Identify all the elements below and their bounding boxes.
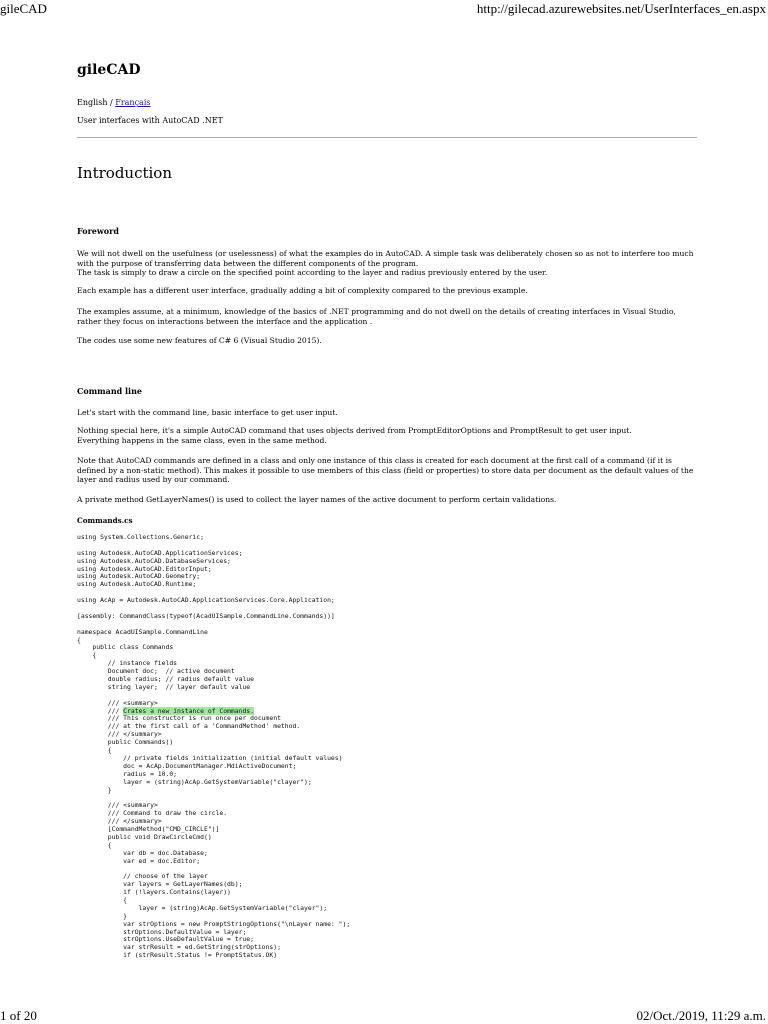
code-line: // choose of the layer	[77, 872, 208, 881]
print-date: 02/Oct./2019, 11:29 a.m.	[636, 1008, 766, 1023]
code-line: {	[77, 840, 112, 849]
page-counter: 1 of 20	[0, 1008, 37, 1023]
code-line-prefix: ///	[77, 706, 124, 715]
heading-command-line: Command line	[77, 386, 142, 396]
command-line-paragraph: Note that AutoCAD commands are defined in a class and only one instance of this class is created for each document at the first call of a command (if it is defined by a non-static method). This makes it possible to use members of this class (field or properties) to store data per document as the default values of the layer and radius used by our command.	[77, 456, 694, 485]
code-line: /// <summary>	[77, 698, 158, 707]
code-line: {	[77, 895, 128, 904]
command-line-paragraph: Let's start with the command line, basic interface to get user input.	[77, 408, 338, 417]
code-line: using AcAp = Autodesk.AutoCAD.ApplicationServices.Core.Application;	[77, 596, 335, 605]
code-line: }	[77, 785, 112, 794]
code-line: using Autodesk.AutoCAD.ApplicationServices;	[77, 548, 243, 557]
code-line: radius = 10.0;	[77, 769, 178, 778]
code-line: /// <summary>	[77, 801, 158, 810]
foreword-paragraph: Each example has a different user interface, gradually adding a bit of complexity compared to the previous example.	[77, 286, 528, 295]
code-block	[77, 534, 697, 960]
code-line: [assembly: CommandClass(typeof(AcadUISample.CommandLine.Commands))]	[77, 611, 335, 620]
code-line: if (strResult.Status != PromptStatus.OK)	[77, 951, 278, 960]
code-file-label: Commands.cs	[77, 516, 133, 525]
code-line: var strResult = ed.GetString(strOptions);	[77, 943, 281, 952]
code-line: layer = (string)AcAp.GetSystemVariable("clayer");	[77, 903, 328, 912]
command-line-paragraph: A private method GetLayerNames() is used to collect the layer names of the active document to perform certain validations.	[77, 495, 557, 504]
code-line: {	[77, 746, 112, 755]
code-line: {	[77, 635, 81, 644]
divider	[77, 137, 697, 138]
code-line: public void DrawCircleCmd()	[77, 832, 212, 841]
code-highlight: Crates a new instance of Commands.	[123, 706, 254, 715]
language-current: English /	[77, 98, 116, 107]
code-line: double radius; // radius default value	[77, 675, 254, 684]
code-line: var ed = doc.Editor;	[77, 856, 201, 865]
code-line: using Autodesk.AutoCAD.Runtime;	[77, 580, 197, 589]
code-line	[77, 692, 697, 700]
print-header-url[interactable]: http://gilecad.azurewebsites.net/UserInterfaces_en.aspx	[476, 1, 766, 16]
print-header	[0, 1, 768, 17]
code-line: layer = (string)AcAp.GetSystemVariable("clayer");	[77, 777, 312, 786]
print-footer	[0, 1008, 768, 1024]
print-header-title: gileCAD	[0, 1, 47, 16]
command-line-paragraph: Nothing special here, it's a simple AutoCAD command that uses objects derived from PromptEditorOptions and PromptResult to get user input. Everything happens in the same class, even in the same method.	[77, 426, 632, 445]
code-line: // instance fields	[77, 659, 178, 668]
foreword-paragraph: We will not dwell on the usefulness (or uselessness) of what the examples do in AutoCAD. A simple task was deliberately chosen so as not to interfere too much with the purpose of transferring data between the different components of the program. The task is simply to draw a circle on the specified point according to the layer and radius previously entered by the user.	[77, 249, 694, 278]
code-line	[77, 794, 697, 802]
code-line: using Autodesk.AutoCAD.EditorInput;	[77, 564, 212, 573]
code-line: var strOptions = new PromptStringOptions("\nLayer name: ");	[77, 919, 351, 928]
section-title-introduction: Introduction	[77, 164, 172, 182]
code-line: /// </summary>	[77, 817, 162, 826]
code-line: strOptions.DefaultValue = layer;	[77, 927, 247, 936]
code-line: var layers = GetLayerNames(db);	[77, 880, 243, 889]
code-line: using Autodesk.AutoCAD.DatabaseServices;	[77, 556, 231, 565]
code-line: doc = AcAp.DocumentManager.MdiActiveDocument;	[77, 761, 297, 770]
code-line: if (!layers.Contains(layer))	[77, 888, 231, 897]
code-line: /// Command to draw the circle.	[77, 809, 228, 818]
code-line: }	[77, 911, 128, 920]
heading-foreword: Foreword	[77, 226, 119, 236]
code-line: public class Commands	[77, 643, 174, 652]
language-switcher	[77, 98, 151, 107]
site-title[interactable]: gileCAD	[77, 62, 141, 78]
code-line: Document doc; // active document	[77, 667, 235, 676]
foreword-paragraph: The examples assume, at a minimum, knowledge of the basics of .NET programming and do not dwell on the details of creating interfaces in Visual Studio, rather they focus on interactions between the interface and the application .	[77, 307, 676, 326]
code-line: {	[77, 651, 97, 660]
code-line: // private fields initialization (initial default values)	[77, 753, 343, 762]
code-line: strOptions.UseDefaultValue = true;	[77, 935, 254, 944]
code-line: /// This constructor is run once per document	[77, 714, 281, 723]
code-line: /// at the first call of a 'CommandMethod' method.	[77, 722, 301, 731]
page-subtitle: User interfaces with AutoCAD .NET	[77, 116, 223, 125]
foreword-paragraph: The codes use some new features of C# 6 (Visual Studio 2015).	[77, 336, 322, 345]
code-line: public Commands()	[77, 738, 174, 747]
code-line: [CommandMethod("CMD_CIRCLE")]	[77, 824, 220, 833]
language-link-french[interactable]: Français	[115, 98, 151, 107]
code-line: using Autodesk.AutoCAD.Geometry;	[77, 572, 201, 581]
code-line: var db = doc.Database;	[77, 848, 208, 857]
code-line: string layer; // layer default value	[77, 682, 251, 691]
code-line: namespace AcadUISample.CommandLine	[77, 627, 208, 636]
code-line: /// </summary>	[77, 730, 162, 739]
code-line: using System.Collections.Generic;	[77, 533, 204, 541]
